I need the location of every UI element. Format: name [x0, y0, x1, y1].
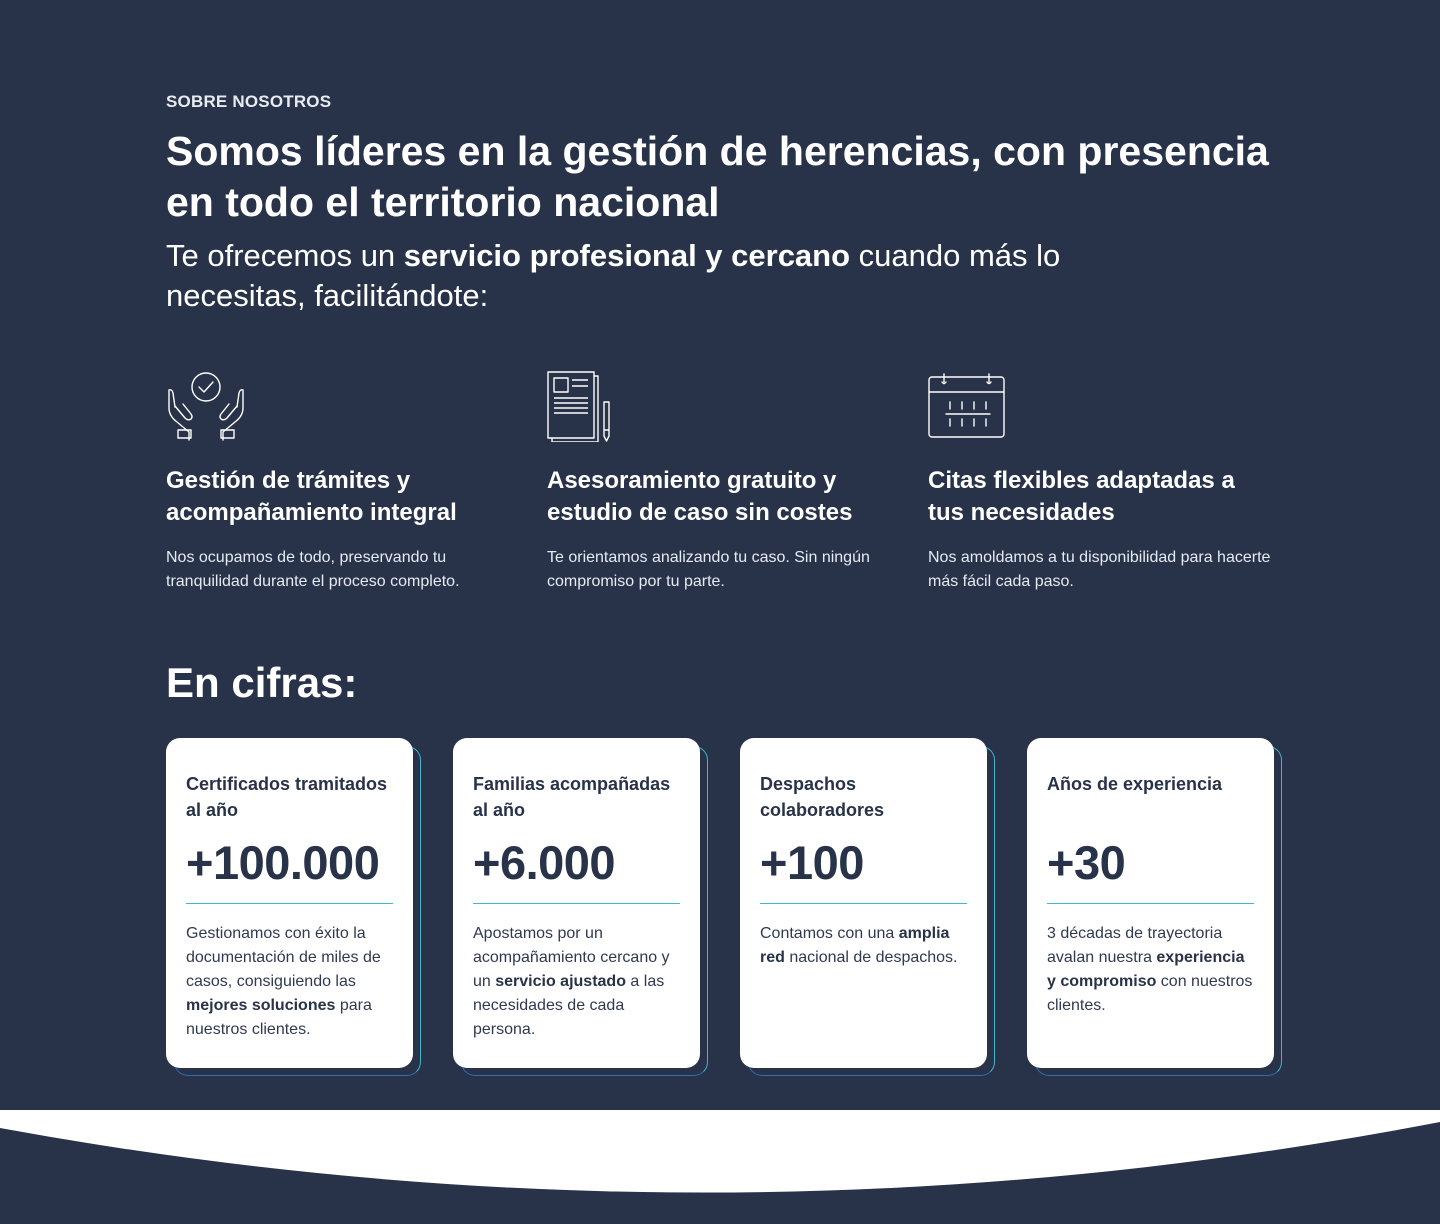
feature-item-asesoramiento — [547, 370, 892, 590]
feature-text: Nos ocupamos de todo, preservando tu tranquilidad durante el proceso completo. — [166, 549, 460, 590]
desc-bold: amplia red — [760, 925, 950, 966]
stat-description — [186, 922, 393, 1042]
lead-paragraph — [166, 236, 1166, 316]
desc-bold: mejores soluciones — [186, 997, 336, 1014]
desc-text: con nuestros clientes. — [1047, 973, 1253, 1014]
feature-text: Te orientamos analizando tu caso. Sin ningún compromiso por tu parte. — [547, 549, 870, 590]
section-eyebrow: SOBRE NOSOTROS — [166, 92, 332, 111]
desc-text: nacional de despachos. — [784, 949, 958, 966]
stats-title: En cifras: — [166, 659, 358, 706]
desc-text: 3 décadas de trayectoria avalan nuestra — [1047, 925, 1223, 966]
stat-description — [760, 922, 967, 970]
card-divider — [186, 903, 393, 904]
stat-label: Familias acompañadas al año — [473, 774, 671, 820]
lead-text-start: Te ofrecemos un — [166, 238, 404, 273]
desc-text: Apostamos por un acompañamiento cercano y un — [473, 925, 670, 990]
stat-card-experiencia — [1027, 738, 1274, 1068]
feature-title: Asesoramiento gratuito y estudio de caso sin costes — [547, 467, 853, 526]
feature-title: Gestión de trámites y acompañamiento integral — [166, 467, 457, 526]
card-body — [740, 738, 987, 1068]
stat-label: Años de experiencia — [1047, 774, 1223, 794]
card-divider — [1047, 903, 1254, 904]
card-body — [166, 738, 413, 1068]
card-divider — [473, 903, 680, 904]
stat-label: Certificados tramitados al año — [186, 774, 388, 820]
card-body — [1027, 738, 1274, 1068]
stat-card-familias — [453, 738, 700, 1068]
lead-text-end: cuando más lo necesitas, facilitándote: — [166, 238, 1061, 313]
calendar-icon — [928, 370, 1008, 442]
desc-text: a las necesidades de cada persona. — [473, 973, 665, 1038]
desc-text: Contamos con una — [760, 925, 899, 942]
stat-description — [473, 922, 680, 1042]
feature-item-citas — [928, 370, 1273, 590]
curved-bottom-edge — [0, 1110, 1440, 1224]
desc-text: Gestionamos con éxito la documentación de miles de casos, consiguiendo las — [186, 925, 381, 990]
stat-value: +30 — [1047, 836, 1126, 889]
feature-item-tramites — [166, 370, 511, 590]
stat-value: +6.000 — [473, 836, 616, 889]
desc-bold: experiencia y compromiso — [1047, 949, 1245, 990]
feature-text: Nos amoldamos a tu disponibilidad para hacerte más fácil cada paso. — [928, 549, 1271, 590]
stats-cards — [166, 738, 1286, 1083]
page-title: Somos líderes en la gestión de herencias, con presencia en todo el territorio nacional — [166, 128, 1269, 225]
hands-check-icon — [166, 370, 246, 442]
stat-value: +100 — [760, 836, 864, 889]
stat-card-certificados — [166, 738, 413, 1068]
document-pen-icon — [547, 370, 627, 442]
feature-title: Citas flexibles adaptadas a tus necesidades — [928, 467, 1235, 526]
card-divider — [760, 903, 967, 904]
features-list — [166, 370, 1276, 610]
lead-text-bold: servicio profesional y cercano — [403, 238, 851, 273]
stat-label: Despachos colaboradores — [760, 774, 885, 820]
stat-value: +100.000 — [186, 836, 380, 889]
desc-bold: servicio ajustado — [495, 973, 626, 990]
card-body — [453, 738, 700, 1068]
desc-text: para nuestros clientes. — [186, 997, 372, 1038]
stat-description — [1047, 922, 1254, 1018]
stat-card-despachos — [740, 738, 987, 1068]
